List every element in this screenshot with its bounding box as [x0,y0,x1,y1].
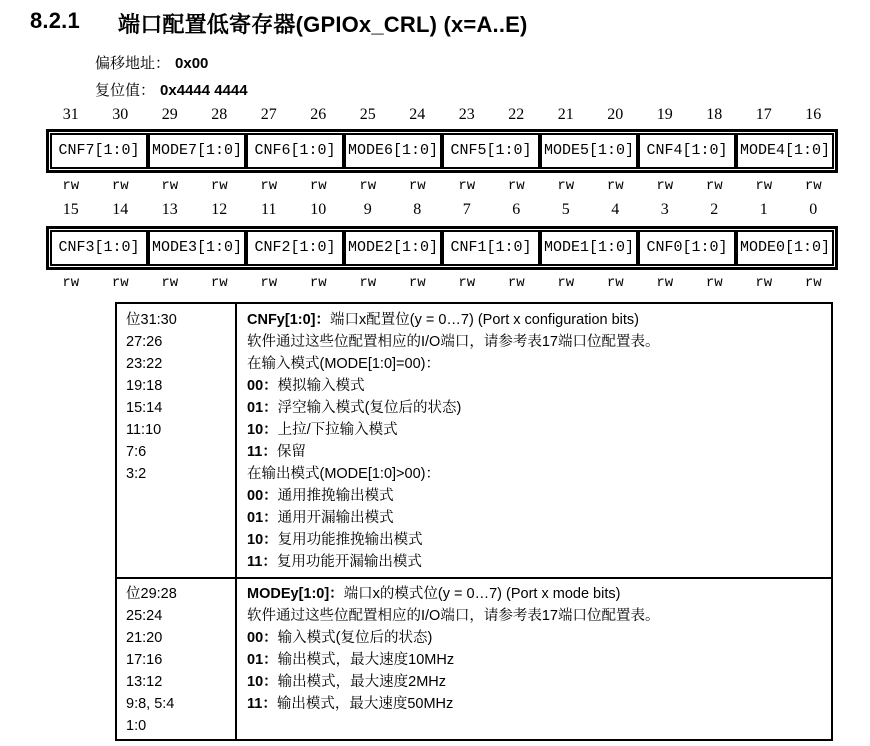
register-field-cell: MODE1[1:0] [540,230,638,266]
access-label: rw [62,275,80,291]
table-row [117,304,831,577]
description-line: 在输入模式(MODE[1:0]=00)： [247,356,440,372]
register-fields-row-low [46,226,838,270]
register-field-cell: MODE5[1:0] [540,133,638,169]
access-label: rw [656,275,674,291]
bit-number: 21 [557,106,574,123]
access-label: rw [557,178,575,194]
access-label: rw [161,275,179,291]
access-label: rw [507,178,525,194]
section-number: 8.2.1 [30,8,80,33]
bit-number: 24 [409,106,426,123]
access-label: rw [606,275,624,291]
bit-number: 31 [62,106,79,123]
bit-range-line: 7:6 [126,444,147,460]
access-row-low [46,275,838,291]
bit-number: 22 [508,106,525,123]
bit-range-line: 19:18 [126,378,163,394]
access-label: rw [260,275,278,291]
description-line: 软件通过这些位配置相应的I/O端口，请参考表17端口位配置表。 [247,608,660,624]
bit-range-line: 13:12 [126,674,163,690]
access-label: rw [606,178,624,194]
access-label: rw [656,178,674,194]
bit-number: 12 [211,201,228,218]
bit-number: 18 [706,106,723,123]
bit-number: 11 [261,201,277,218]
register-field-cell: MODE2[1:0] [344,230,442,266]
register-field-cell: CNF0[1:0] [638,230,736,266]
description-line: 11：保留 [247,444,306,460]
description-line: 00：通用推挽输出模式 [247,488,394,504]
access-label: rw [408,275,426,291]
access-label: rw [755,275,773,291]
description-line: 11：复用功能开漏输出模式 [247,554,422,570]
field-name-bold: MODEy[1:0]： [247,586,344,602]
register-field-cell: MODE4[1:0] [736,133,834,169]
bit-number: 1 [759,201,768,218]
register-field-cell: CNF7[1:0] [50,133,148,169]
description-line: 10：输出模式，最大速度2MHz [247,674,447,690]
access-label: rw [705,275,723,291]
bit-number: 27 [260,106,277,123]
register-field-cell: MODE3[1:0] [148,230,246,266]
reset-value-line [95,79,248,100]
access-label: rw [507,275,525,291]
bit-number: 5 [561,201,570,218]
bit-range-line: 23:22 [126,356,163,372]
access-label: rw [458,178,476,194]
description-line: 01：浮空输入模式(复位后的状态) [247,400,462,416]
offset-label: 偏移地址： [95,55,171,72]
bit-number: 4 [611,201,620,218]
access-label: rw [755,178,773,194]
bit-number: 10 [310,201,327,218]
table-row [117,577,831,739]
access-label: rw [804,275,822,291]
section-heading [30,8,528,39]
bit-numbers-row-low [46,201,838,219]
bit-range-line: 位31:30 [126,312,177,328]
bit-range-line: 15:14 [126,400,163,416]
register-fields-row-high [46,129,838,173]
access-row-high [46,178,838,194]
access-label: rw [309,275,327,291]
access-label: rw [359,275,377,291]
bit-number: 2 [710,201,719,218]
bit-number: 0 [809,201,818,218]
access-label: rw [111,275,129,291]
bit-range-line: 11:10 [126,422,162,438]
access-label: rw [210,178,228,194]
register-field-cell: CNF4[1:0] [638,133,736,169]
register-field-cell: MODE0[1:0] [736,230,834,266]
description-line: 10：复用功能推挽输出模式 [247,532,423,548]
bit-number: 20 [607,106,624,123]
bit-description-cell [237,304,831,577]
access-label: rw [210,275,228,291]
register-field-cell: CNF6[1:0] [246,133,344,169]
bit-range-line: 1:0 [126,718,147,734]
reset-value: 0x4444 4444 [160,82,248,99]
bit-number: 26 [310,106,327,123]
description-line: 00：模拟输入模式 [247,378,365,394]
bit-number: 15 [62,201,79,218]
bit-number: 25 [359,106,376,123]
bit-description-table [115,302,833,741]
offset-address-line [95,52,208,73]
page-title: 端口配置低寄存器(GPIOx_CRL) (x=A..E) [118,12,528,37]
bit-number: 13 [161,201,178,218]
bit-number: 9 [363,201,372,218]
access-label: rw [62,178,80,194]
access-label: rw [161,178,179,194]
bit-number: 17 [755,106,772,123]
bit-number: 28 [211,106,228,123]
bit-range-line: 17:16 [126,652,163,668]
description-line: 01：通用开漏输出模式 [247,510,394,526]
description-line: 11：输出模式，最大速度50MHz [247,696,454,712]
register-field-cell: CNF3[1:0] [50,230,148,266]
register-field-cell: CNF2[1:0] [246,230,344,266]
description-line: MODEy[1:0]：端口x的模式位(y = 0…7) (Port x mode bits) [247,586,621,602]
bit-range-line: 21:20 [126,630,163,646]
access-label: rw [705,178,723,194]
bit-number: 6 [512,201,521,218]
register-field-cell: MODE6[1:0] [344,133,442,169]
bit-number: 14 [112,201,129,218]
description-line: 10：上拉/下拉输入模式 [247,422,398,438]
bit-number: 19 [656,106,673,123]
bit-number: 8 [413,201,422,218]
bit-range-line: 9:8, 5:4 [126,696,175,712]
description-line: 在输出模式(MODE[1:0]>00)： [247,466,440,482]
bit-range-line: 27:26 [126,334,163,350]
description-line: 软件通过这些位配置相应的I/O端口，请参考表17端口位配置表。 [247,334,660,350]
bit-number: 23 [458,106,475,123]
register-field-cell: CNF5[1:0] [442,133,540,169]
bit-ranges-cell [117,304,237,577]
reset-label: 复位值： [95,82,156,99]
description-line: 00：输入模式(复位后的状态) [247,630,433,646]
access-label: rw [557,275,575,291]
bit-range-line: 3:2 [126,466,147,482]
bit-number: 30 [112,106,129,123]
bit-range-line: 位29:28 [126,586,177,602]
access-label: rw [111,178,129,194]
bit-description-cell [237,579,831,739]
bit-number: 7 [462,201,471,218]
access-label: rw [408,178,426,194]
offset-value: 0x00 [175,55,209,72]
bit-number: 29 [161,106,178,123]
access-label: rw [260,178,278,194]
access-label: rw [804,178,822,194]
access-label: rw [359,178,377,194]
register-field-cell: CNF1[1:0] [442,230,540,266]
bit-numbers-row-high [46,106,838,124]
register-field-cell: MODE7[1:0] [148,133,246,169]
access-label: rw [309,178,327,194]
bit-ranges-cell [117,579,237,739]
field-name-bold: CNFy[1:0]： [247,312,330,328]
description-line: 01：输出模式，最大速度10MHz [247,652,455,668]
bit-number: 3 [660,201,669,218]
access-label: rw [458,275,476,291]
bit-number: 16 [805,106,822,123]
bit-range-line: 25:24 [126,608,163,624]
description-line: CNFy[1:0]：端口x配置位(y = 0…7) (Port x configuration bits) [247,312,640,328]
